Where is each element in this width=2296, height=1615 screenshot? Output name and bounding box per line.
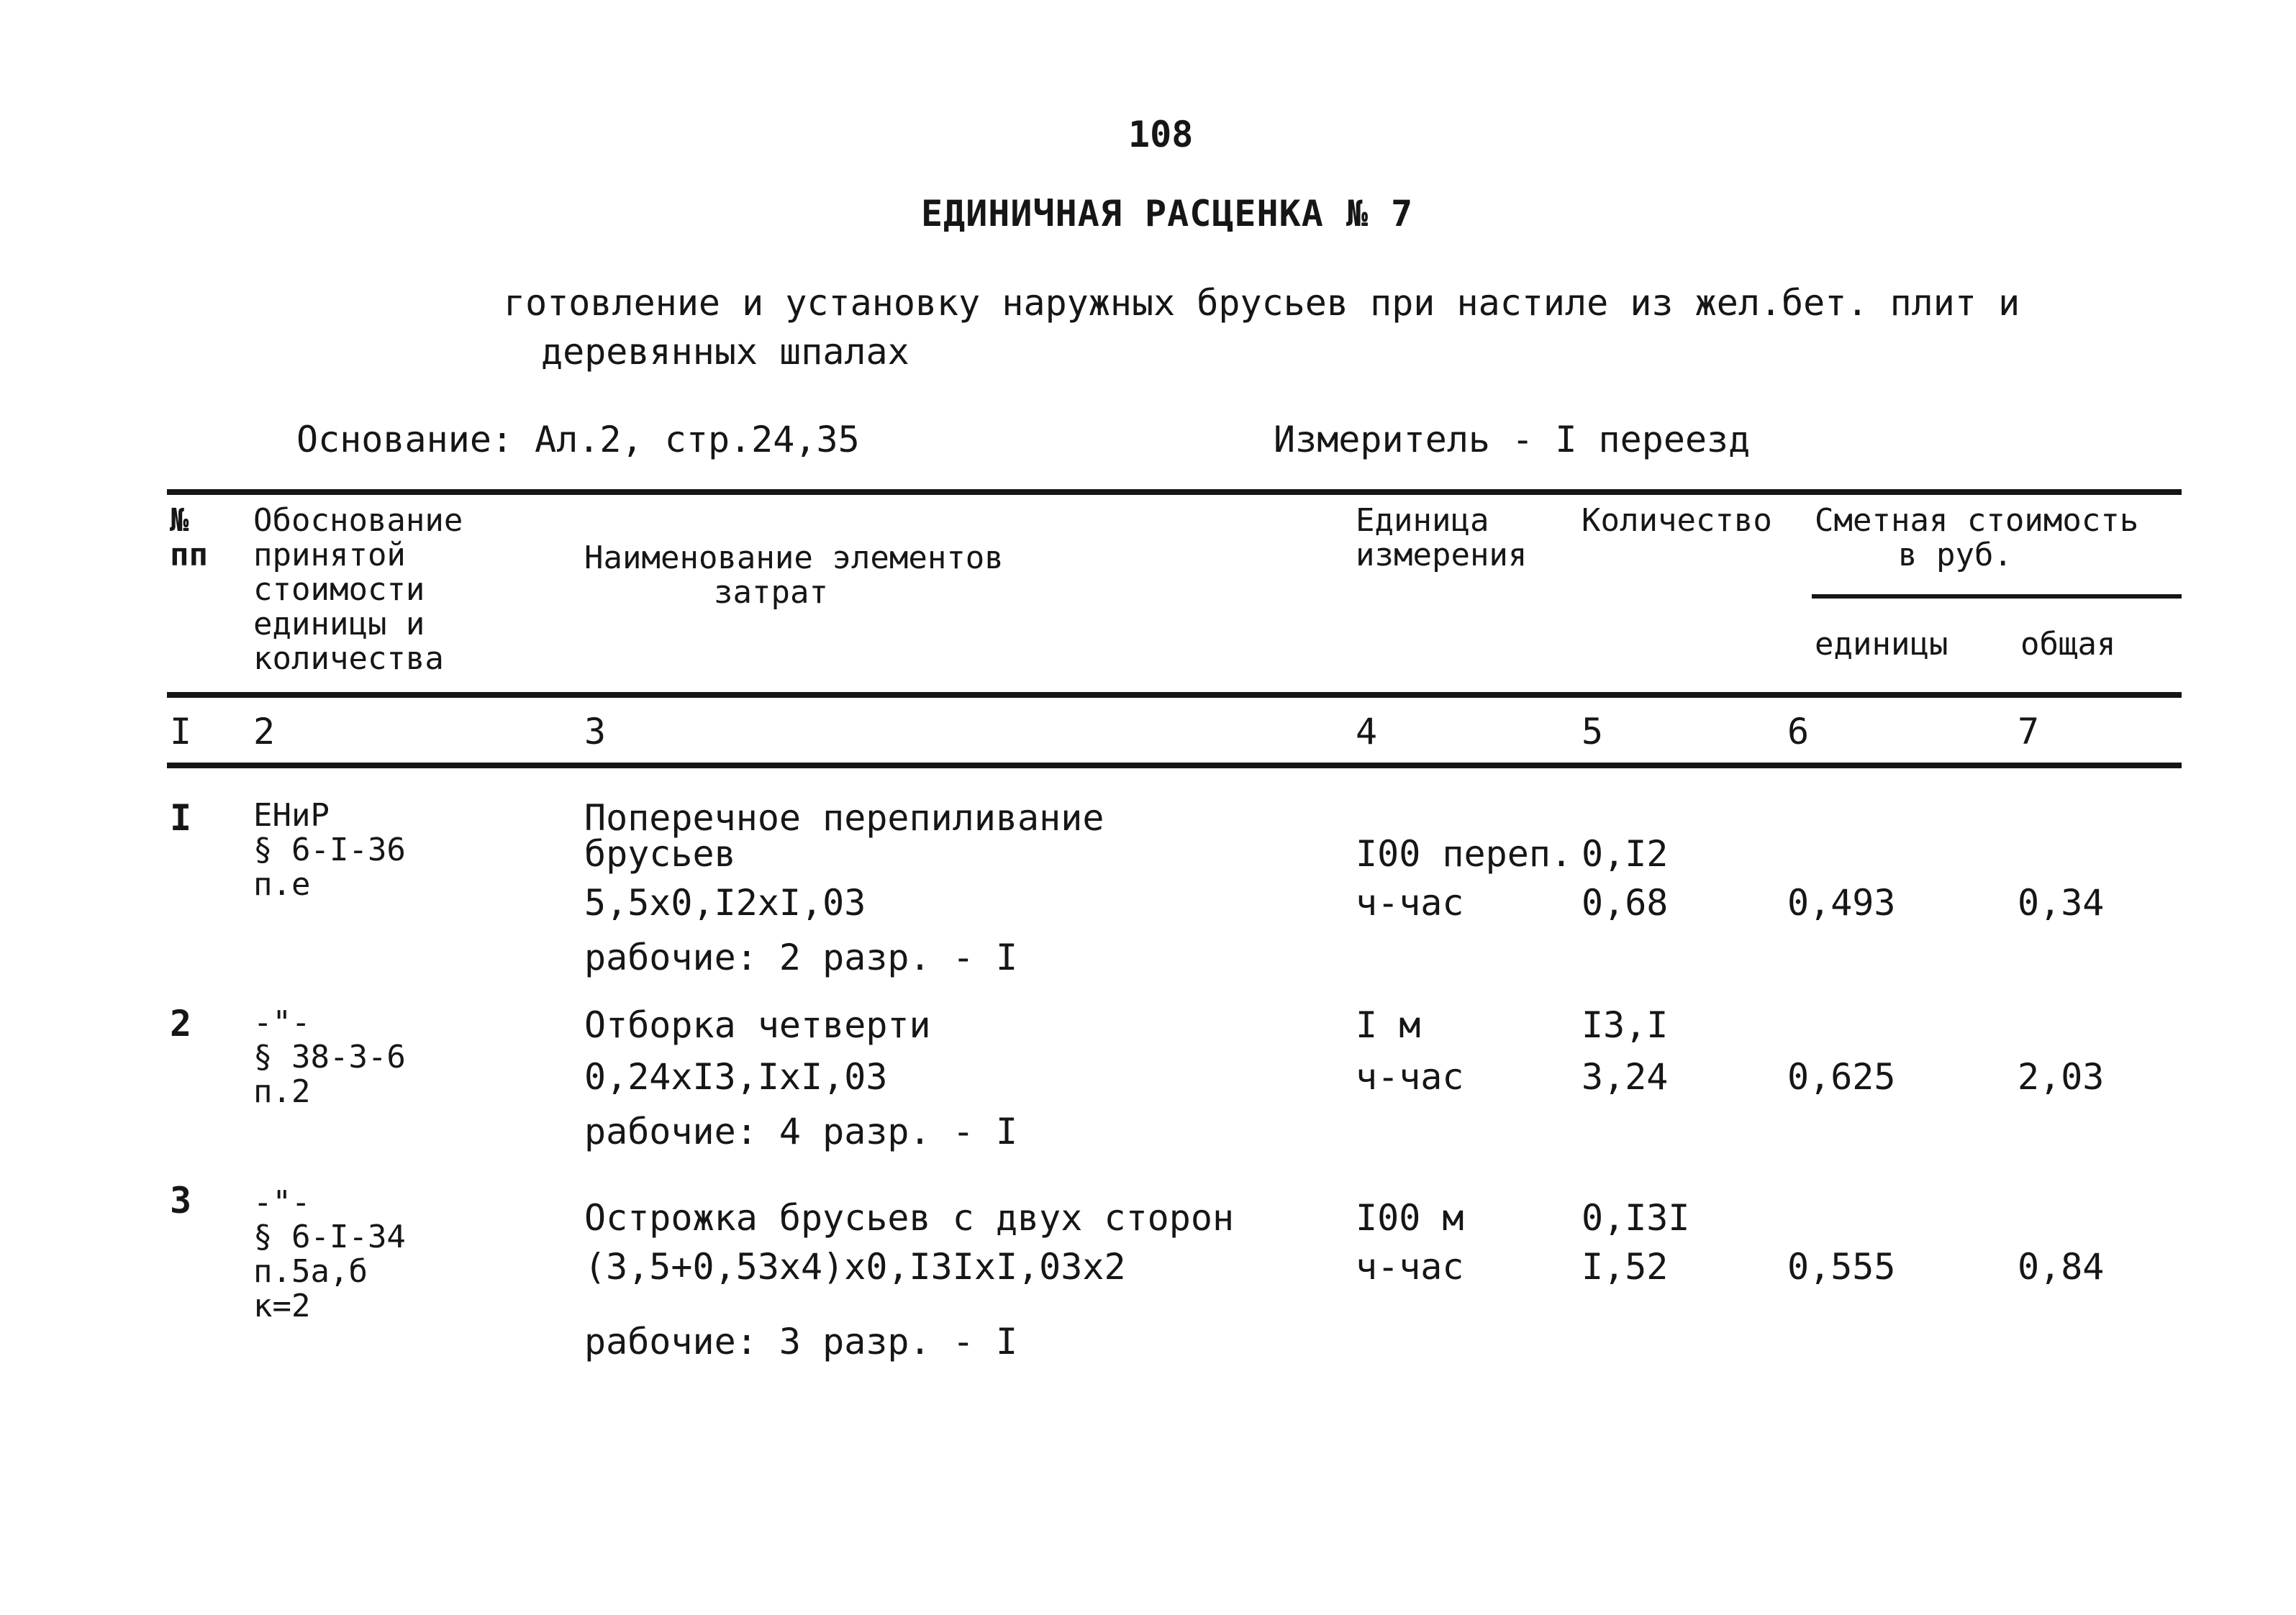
header-basis-line: количества — [253, 640, 444, 677]
row-number: 3 — [170, 1180, 192, 1222]
row-unit-hours: ч-час — [1356, 882, 1464, 924]
header-quantity-line: Количество — [1582, 502, 1772, 539]
measure-unit: Измеритель - I переезд — [1274, 419, 1751, 460]
row-basis — [253, 1186, 406, 1324]
row-basis-line: § 6-I-34 — [253, 1219, 406, 1255]
row-name-line: брусьев — [584, 833, 736, 875]
column-number: 2 — [253, 711, 276, 752]
row-basis-line: -"- — [253, 1184, 311, 1221]
header-bottom-rule — [167, 692, 2182, 698]
row-quantity-hours: 3,24 — [1582, 1056, 1669, 1098]
subtitle-line-2: деревянных шпалах — [541, 331, 909, 373]
column-number: 4 — [1356, 711, 1378, 752]
row-formula: 0,24xI3,IxI,03 — [584, 1056, 888, 1098]
header-no — [170, 504, 208, 573]
row-basis-line: п.2 — [253, 1073, 311, 1110]
row-quantity: 0,I2 — [1582, 833, 1669, 875]
row-name-line: Отборка четверти — [584, 1004, 931, 1046]
column-number: 5 — [1582, 711, 1604, 752]
row-cost-unit: 0,555 — [1787, 1246, 1896, 1288]
row-workers: рабочие: 2 разр. - I — [584, 937, 1018, 978]
header-quantity — [1582, 504, 1772, 538]
header-cost-total — [2020, 627, 2115, 662]
cost-subheader-rule — [1812, 594, 2182, 599]
row-cost-total: 0,84 — [2018, 1246, 2105, 1288]
row-unit: I м — [1356, 1004, 1421, 1046]
header-basis — [253, 504, 463, 676]
row-workers: рабочие: 4 разр. - I — [584, 1111, 1018, 1152]
header-cost-total-line: общая — [2020, 626, 2116, 663]
header-cost-line: Сметная стоимость — [1815, 502, 2139, 539]
header-name — [584, 541, 1004, 610]
row-cost-unit: 0,625 — [1787, 1056, 1896, 1098]
header-unit-line: Единица — [1356, 502, 1489, 539]
basis-reference: Основание: Ал.2, стр.24,35 — [296, 419, 860, 460]
row-cost-unit: 0,493 — [1787, 882, 1896, 924]
row-basis-line: п.е — [253, 866, 311, 903]
row-basis-line: -"- — [253, 1004, 311, 1041]
header-no-line: пп — [170, 537, 208, 573]
row-basis-line: ЕНиР — [253, 797, 330, 834]
row-quantity: 0,I3I — [1582, 1197, 1690, 1239]
column-number-rule — [167, 763, 2182, 768]
subtitle-line-1: готовление и установку наружных брусьев при настиле из жел.бет. плит и — [504, 282, 2020, 324]
row-number: I — [170, 797, 192, 839]
row-cost-total: 2,03 — [2018, 1056, 2105, 1098]
row-basis — [253, 1006, 406, 1109]
row-basis-line: п.5а,б — [253, 1253, 368, 1290]
header-name-line: затрат — [714, 574, 828, 611]
header-basis-line: Обоснование — [253, 502, 463, 539]
row-formula: (3,5+0,53x4)x0,I3IxI,03x2 — [584, 1246, 1126, 1288]
row-unit: I00 м — [1356, 1197, 1464, 1239]
row-name-line: Острожка брусьев с двух сторон — [584, 1197, 1235, 1239]
row-basis — [253, 799, 406, 902]
header-basis-line: принятой — [253, 537, 406, 573]
document-title: ЕДИНИЧНАЯ РАСЦЕНКА № 7 — [921, 193, 1414, 235]
row-basis-line: § 6-I-36 — [253, 832, 406, 868]
row-name-line: Поперечное перепиливание — [584, 797, 1104, 839]
header-cost — [1815, 504, 2138, 573]
header-unit-line: измерения — [1356, 537, 1528, 573]
header-cost-unit-line: единицы — [1815, 626, 1948, 663]
row-quantity: I3,I — [1582, 1004, 1669, 1046]
row-quantity-hours: 0,68 — [1582, 882, 1669, 924]
row-basis-line: § 38-3-6 — [253, 1039, 406, 1075]
row-unit-hours: ч-час — [1356, 1246, 1464, 1288]
row-basis-line: к=2 — [253, 1288, 311, 1324]
table-top-rule — [167, 489, 2182, 495]
page-number: 108 — [1128, 114, 1194, 155]
header-no-line: № — [170, 502, 189, 539]
header-name-line: Наименование элементов — [584, 540, 1004, 576]
row-quantity-hours: I,52 — [1582, 1246, 1669, 1288]
row-cost-total: 0,34 — [2018, 882, 2105, 924]
row-unit: I00 переп. — [1356, 833, 1573, 875]
row-number: 2 — [170, 1003, 192, 1045]
header-cost-line: в руб. — [1898, 537, 2013, 573]
header-basis-line: стоимости — [253, 571, 425, 608]
header-cost-unit — [1815, 627, 1948, 662]
row-formula: 5,5x0,I2xI,03 — [584, 882, 866, 924]
row-workers: рабочие: 3 разр. - I — [584, 1321, 1018, 1362]
header-unit — [1356, 504, 1527, 573]
column-number: 3 — [584, 711, 607, 752]
row-unit-hours: ч-час — [1356, 1056, 1464, 1098]
column-number: 6 — [1787, 711, 1810, 752]
column-number: 7 — [2018, 711, 2040, 752]
column-number: I — [170, 711, 192, 752]
header-basis-line: единицы и — [253, 606, 425, 642]
